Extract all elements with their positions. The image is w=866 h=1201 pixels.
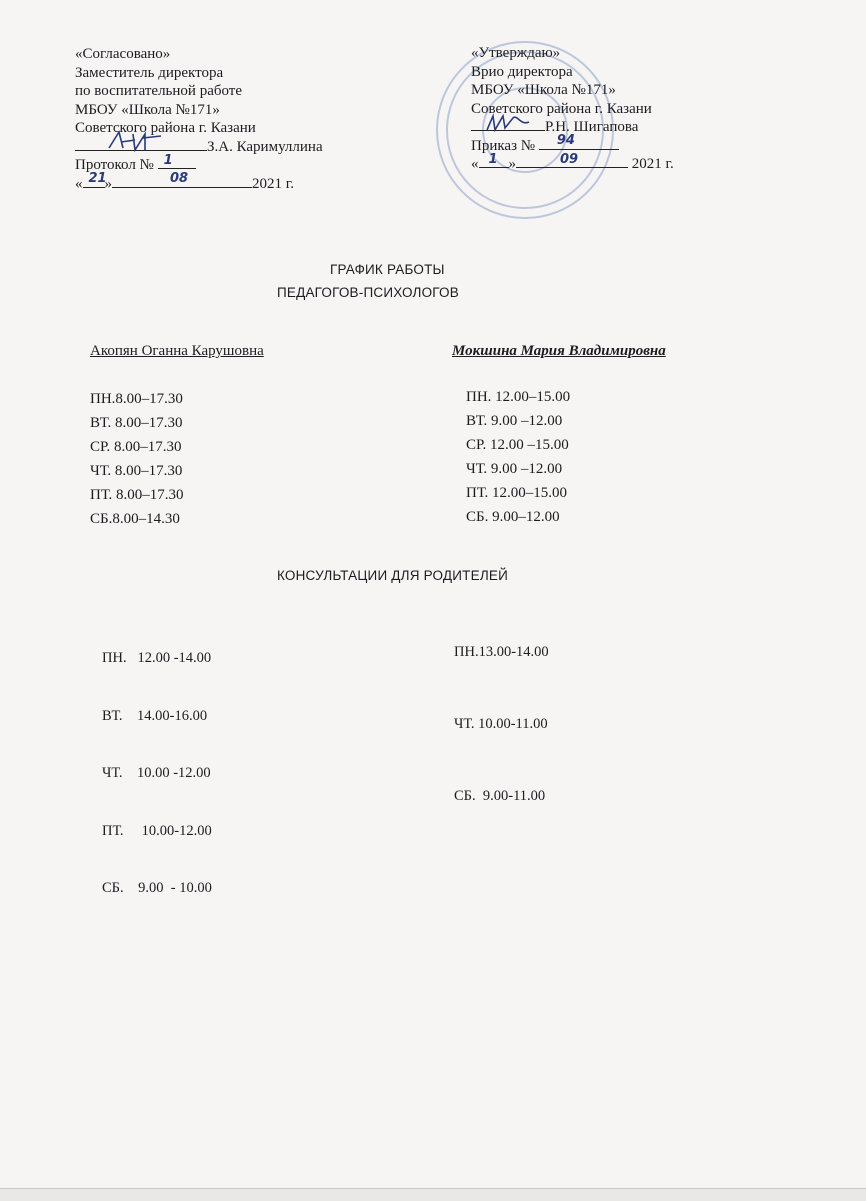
approve-label: «Утверждаю» (471, 45, 561, 61)
consultations-left (102, 612, 212, 918)
protocol-label: Протокол № (75, 157, 154, 173)
consult-left-2: ВТ. 14.00-16.00 (102, 707, 208, 724)
signature-right (483, 112, 533, 134)
approval-right (471, 44, 674, 174)
order-number: 94 (556, 133, 575, 148)
protocol-number: 1 (163, 152, 173, 168)
consult-right-1: ПН.13.00-14.00 (454, 644, 549, 660)
psychologist-name-1: Акопян Оганна Карушовна (90, 343, 264, 359)
document-title-line2: ПЕДАГОГОВ-ПСИХОЛОГОВ (277, 285, 459, 300)
signer-name: З.А. Каримуллина (207, 138, 323, 155)
schedule-1-thu: ЧТ. 8.00–17.30 (90, 463, 183, 479)
agreed-day: 21 (88, 171, 107, 186)
signature-line (75, 138, 323, 157)
schedule-2-sat: СБ. 9.00–12.00 (466, 509, 560, 525)
consultations-right (454, 608, 549, 824)
consult-left-5: СБ. 9.00 - 10.00 (102, 880, 212, 896)
approve-date: « 1 » 09 2021 г. (471, 151, 674, 172)
schedule-2-wed: СР. 12.00 –15.00 (466, 437, 569, 453)
schedule-2-tue: ВТ. 9.00 –12.00 (466, 413, 563, 429)
schedule-1 (90, 387, 184, 531)
consult-right-2: ЧТ. 10.00-11.00 (454, 716, 548, 732)
director-title: Врио директора (471, 63, 573, 80)
signature-left (105, 128, 165, 154)
director-name: Р.Н. Шигапова (545, 119, 639, 135)
deputy-area: по воспитательной работе (75, 83, 242, 99)
scan-bottom-edge (0, 1188, 866, 1201)
schedule-2-thu: ЧТ. 9.00 –12.00 (466, 461, 563, 477)
agreed-label: «Согласовано» (75, 46, 171, 62)
school-name: МБОУ «Школа №171» (75, 101, 220, 118)
order-label: Приказ № (471, 137, 536, 154)
consult-right-3: СБ. 9.00-11.00 (454, 788, 546, 804)
approval-left (75, 45, 323, 193)
schedule-1-wed: СР. 8.00–17.30 (90, 439, 182, 455)
schedule-2 (466, 385, 570, 529)
psychologist-name-2: Мокшина Мария Владимировна (452, 343, 666, 359)
schedule-2-fri: ПТ. 12.00–15.00 (466, 485, 567, 501)
document-title-line1: ГРАФИК РАБОТЫ (330, 262, 445, 277)
district: Советского района г. Казани (75, 120, 256, 136)
approve-day: 1 (488, 151, 498, 167)
protocol-line (75, 152, 323, 175)
schedule-1-sat: СБ.8.00–14.30 (90, 511, 180, 527)
consult-left-3: ЧТ. 10.00 -12.00 (102, 765, 211, 781)
schedule-1-fri: ПТ. 8.00–17.30 (90, 487, 184, 503)
district-right: Советского района г. Казани (471, 100, 652, 117)
consult-left-1: ПН. 12.00 -14.00 (102, 650, 212, 666)
approve-year: 2021 г. (631, 156, 674, 172)
schedule-1-mon: ПН.8.00–17.30 (90, 391, 183, 407)
agreed-month: 08 (170, 171, 189, 186)
agreed-date: « 21 » 08 2021 г. (75, 171, 294, 192)
school-name-right: МБОУ «Школа №171» (471, 82, 616, 98)
deputy-title: Заместитель директора (75, 64, 224, 81)
consult-left-4: ПТ. 10.00-12.00 (102, 822, 212, 839)
approve-month: 09 (560, 151, 579, 167)
consultations-heading: КОНСУЛЬТАЦИИ ДЛЯ РОДИТЕЛЕЙ (277, 568, 508, 583)
schedule-1-tue: ВТ. 8.00–17.30 (90, 415, 183, 431)
schedule-2-mon: ПН. 12.00–15.00 (466, 389, 571, 405)
agreed-year: 2021 г. (252, 175, 294, 192)
